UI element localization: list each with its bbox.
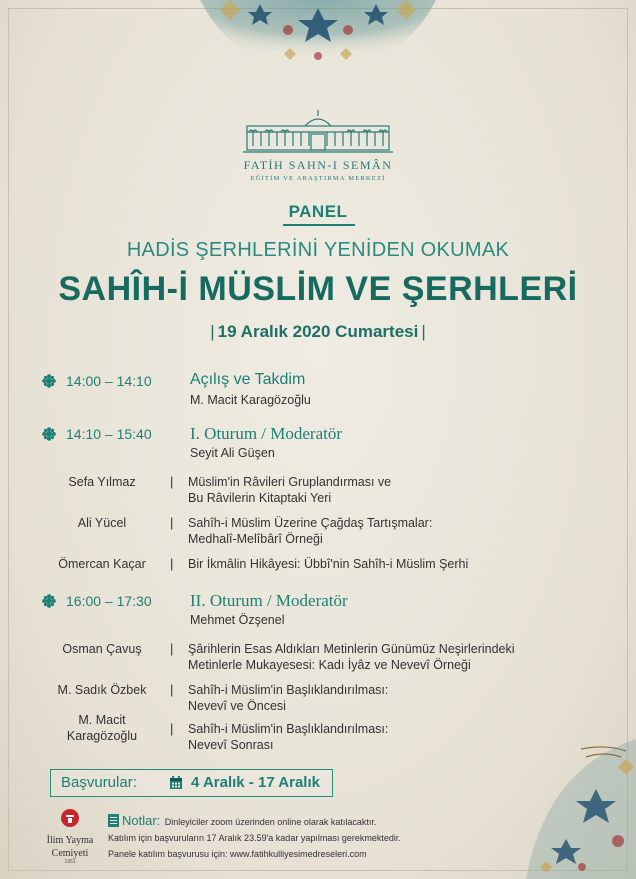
organizer-logo (44, 808, 96, 864)
notes-line-2: Katılım için başvuruların 17 Aralık 23.59'a kadar yapılması gerekmektedir. (108, 833, 401, 843)
session-2-time: 16:00 – 17:30 (66, 593, 152, 609)
talk-speaker: Osman Çavuş (62, 642, 142, 656)
session-2-title: II. Oturum / Moderatör (190, 591, 348, 610)
talk-speaker: M. Sadık Özbek (57, 683, 147, 697)
talk-speaker: Ali Yücel (77, 516, 127, 530)
opening-person: M. Macit Karagözoğlu (190, 393, 311, 407)
talk-topic (188, 474, 608, 506)
talk-separator: | (170, 721, 174, 736)
session-1-time: 14:10 – 15:40 (66, 426, 152, 442)
opening-time: 14:00 – 14:10 (66, 373, 152, 389)
event-date-text: 19 Aralık 2020 Cumartesi (217, 322, 419, 341)
talk-separator: | (170, 641, 174, 656)
talk-topic (188, 721, 608, 753)
talk-topic (188, 682, 608, 714)
opening-title: Açılış ve Takdim (190, 371, 306, 388)
notes-icon (108, 814, 119, 827)
session-1-header (42, 426, 602, 466)
organizer-year: 1951 (64, 859, 76, 865)
talk-topic-line: Sahîh-i Müslim Üzerine Çağdaş Tartışmalar: (188, 516, 433, 530)
event-subtitle: HADİS ŞERHLERİNİ YENİDEN OKUMAK (126, 239, 510, 261)
event-type: PANEL (288, 202, 348, 221)
talk-topic (188, 515, 608, 547)
notes-line-1: Dinleyiciler zoom üzerinden online olarak katılacaktır. (164, 817, 377, 827)
rosette-star-icon (42, 594, 56, 608)
session-2-moderator: Mehmet Özşenel (190, 613, 285, 627)
opening-session (42, 373, 602, 413)
application-label: Başvurular: (61, 774, 137, 791)
talk-topic-line: Şârihlerin Esas Aldıkları Metinlerin Günümüz Neşirlerindeki (188, 642, 515, 656)
talk-speaker-line: M. Macit (78, 713, 126, 727)
talk-topic-line: Sahîh-i Müslim'in Başlıklandırılması: (188, 683, 389, 697)
calendar-icon (169, 776, 183, 790)
talk-speaker (42, 712, 162, 744)
date-bar-right: | (421, 322, 426, 341)
date-bar-left: | (210, 322, 215, 341)
application-dates: 4 Aralık - 17 Aralık (191, 774, 320, 791)
institution-name: FATİH SAHN-I SEMÂN (243, 158, 393, 172)
event-date (0, 322, 636, 342)
talk-topic-line: Müslim'in Râvileri Gruplandırması ve (188, 475, 392, 489)
institution-logo (238, 108, 398, 190)
talk-speaker: Ömercan Kaçar (58, 557, 146, 571)
talk-speaker-line: Karagözoğlu (66, 729, 138, 743)
talk-topic-line: Bir İkmâlin Hikâyesi: Übbî'nin Sahîh-i Müslim Şerhi (188, 557, 469, 571)
talk-separator: | (170, 515, 174, 530)
talk-speaker: Sefa Yılmaz (68, 475, 136, 489)
organizer-name-line2: Cemiyeti (51, 848, 89, 859)
rosette-star-icon (42, 374, 56, 388)
event-type-underline (283, 224, 355, 226)
event-title: SAHÎH-İ MÜSLİM VE ŞERHLERİ (58, 270, 578, 308)
geometric-ornament-top (200, 0, 436, 72)
talk-topic-line: Nevevî ve Öncesi (188, 699, 286, 713)
session-1-moderator: Seyit Ali Güşen (190, 446, 275, 460)
application-box (50, 769, 333, 797)
institution-subtitle: EĞİTİM VE ARAŞTIRMA MERKEZİ (250, 175, 386, 182)
talk-topic-line: Nevevî Sonrası (188, 738, 274, 752)
notes-heading: Notlar: (122, 813, 161, 828)
organizer-name-line1: İlim Yayma (46, 835, 94, 846)
talk-topic-line: Sahîh-i Müslim'in Başlıklandırılması: (188, 722, 389, 736)
talk-separator: | (170, 682, 174, 697)
talk-topic-line: Medhalî-Melîbârî Örneği (188, 532, 323, 546)
session-1-title: I. Oturum / Moderatör (190, 424, 343, 443)
talk-separator: | (170, 556, 174, 571)
building-logo-icon (243, 108, 393, 154)
talk-topic (188, 556, 608, 572)
organizer-logo-icon (60, 808, 80, 828)
session-2-header (42, 593, 602, 633)
notes-section (108, 812, 608, 862)
talk-separator: | (170, 474, 174, 489)
rosette-star-icon (42, 427, 56, 441)
talk-topic (188, 641, 608, 673)
talk-topic-line: Bu Râvilerin Kitaptaki Yeri (188, 491, 332, 505)
talk-topic-line: Metinlerle Mukayesesi: Kadı İyâz ve Nevevî Örneği (188, 658, 471, 672)
notes-line-3: Panele katılım başvurusu için: www.fatihkulliyesimedreseleri.com (108, 849, 367, 859)
